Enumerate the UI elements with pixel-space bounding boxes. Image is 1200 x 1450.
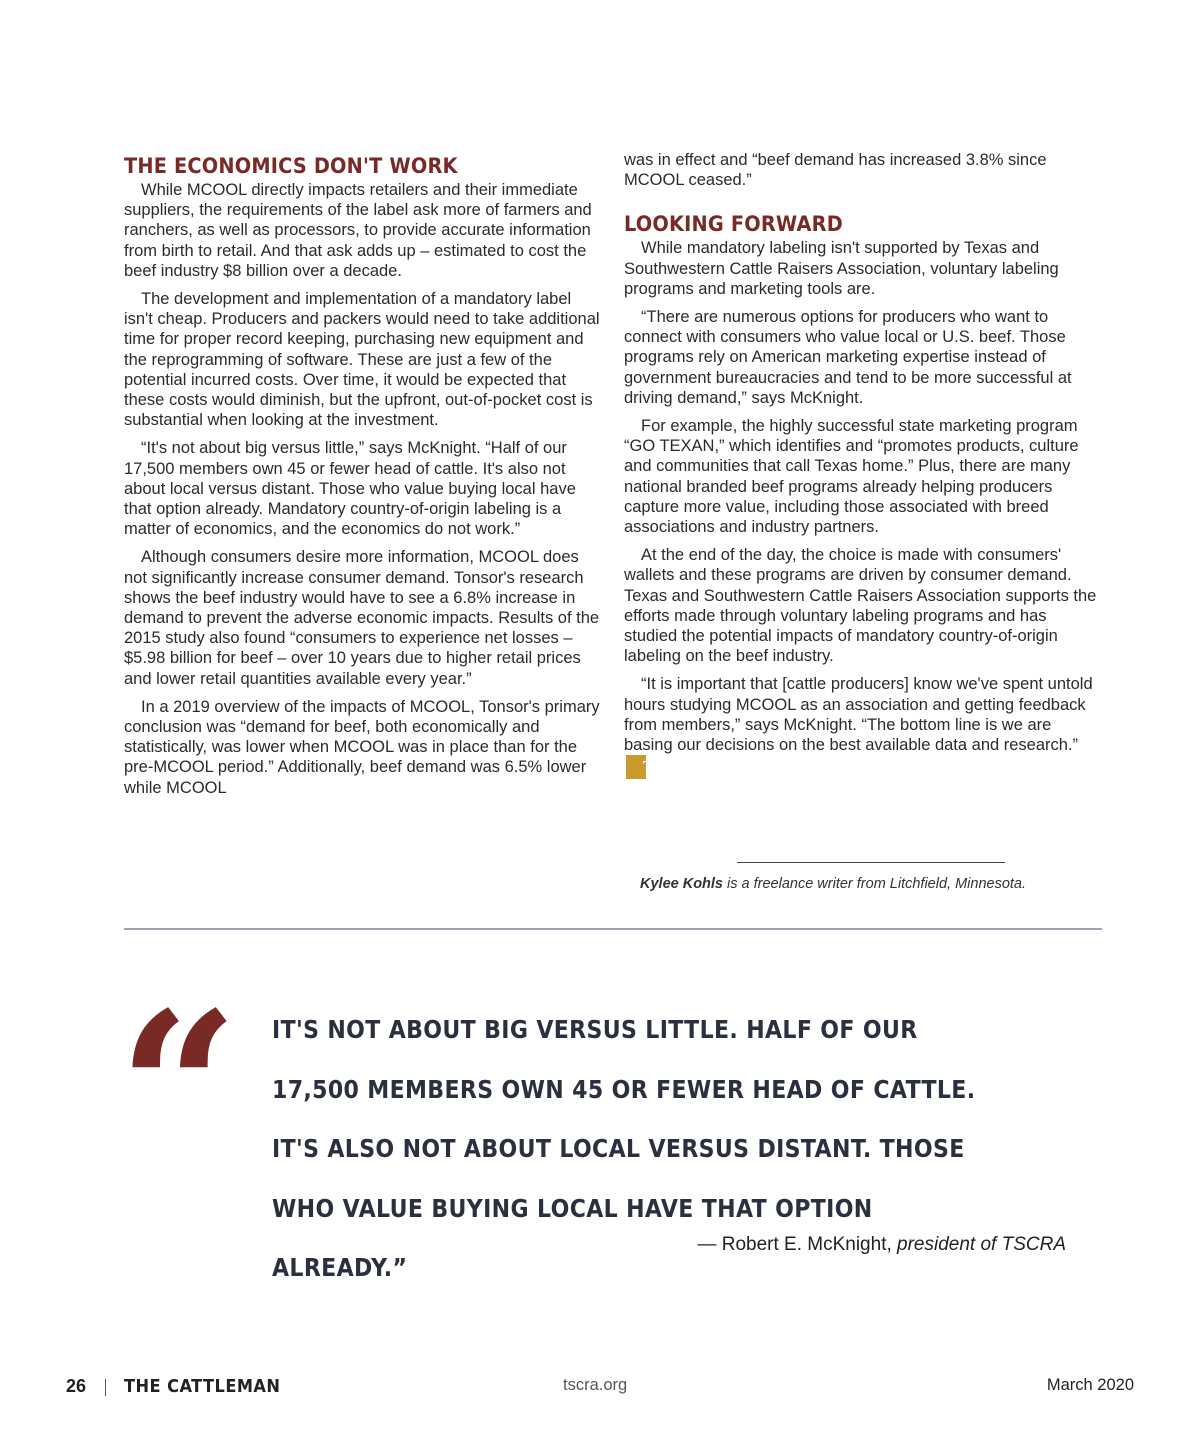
paragraph: Although consumers desire more information, MCOOL does not significantly increase consumer demand. Tonsor's research shows the beef industry would have to see a 6.8% increase in demand to prevent the adverse economic impacts. Results of the 2015 study also found “consumers to experience net losses – $5.98 billion for beef – over 10 years due to higher retail prices and lower retail quantities available every year.”: [124, 548, 600, 688]
paragraph: For example, the highly successful state marketing program “GO TEXAN,” which identifies and “promotes products, culture and communities that call Texas home.” Plus, there are many national branded beef programs already helping producers capture more value, including those associated with breed associations and industry partners.: [624, 417, 1079, 537]
quote-attribution: [697, 1234, 1066, 1256]
footer-separator: [105, 1379, 106, 1396]
tc-brand-icon: T: [626, 755, 646, 779]
paragraph: While mandatory labeling isn't supported by Texas and Southwestern Cattle Raisers Association, voluntary labeling programs and marketing tools are.: [624, 239, 1059, 298]
section-divider: [124, 928, 1102, 930]
final-paragraph-text: “It is important that [cattle producers] know we've spent untold hours studying MCOOL as an association and getting feedback from members,” says McKnight. “The bottom line is we are basing our decisions on the best available data and research.”: [624, 675, 1093, 755]
paragraph: “It's not about big versus little,” says McKnight. “Half of our 17,500 members own 45 or fewer head of cattle. It's also not about local versus distant. Those who value buying local have that option already. Mandatory country-of-origin labeling is a matter of economics, and the economics do not work.”: [124, 439, 576, 539]
paragraph: “There are numerous options for producers who want to connect with consumers who value local or U.S. beef. Those programs rely on American marketing expertise instead of government bureaucracies and tend to be more successful at driving demand,” says McKnight.: [624, 308, 1072, 407]
author-description: is a freelance writer from Litchfield, Minnesota.: [723, 876, 1027, 892]
website-link[interactable]: tscra.org: [563, 1376, 628, 1394]
paragraph: In a 2019 overview of the impacts of MCOOL, Tonsor's primary conclusion was “demand for beef, both economically and statistically, was lower when MCOOL was in place than for the pre-MCOOL period.” Additionally, beef demand was 6.5% lower while MCOOL: [124, 697, 600, 797]
quote-mark-icon: “: [118, 966, 239, 1213]
section-heading-looking-forward: LOOKING FORWARD: [624, 212, 843, 237]
section-heading-economics: THE ECONOMICS DON'T WORK: [124, 154, 458, 178]
paragraph: The development and implementation of a mandatory label isn't cheap. Producers and packers would need to take additional time for proper record keeping, purchasing new equipment and the reprogramming of software. These are just a few of the potential incurred costs. Over time, it would be expected that these costs would diminish, but the upfront, out-of-pocket cost is substantial when looking at the investment.: [124, 290, 600, 430]
attribution-role: president of TSCRA: [897, 1234, 1066, 1255]
paragraph: While MCOOL directly impacts retailers and their immediate suppliers, the requirements of the label ask more of farmers and ranchers, as well as processors, to provide accurate information from birth to retail. And that ask adds up – estimated to cost the beef industry $8 billion over a decade.: [124, 181, 592, 280]
left-column: [124, 150, 602, 806]
continued-paragraph: was in effect and “beef demand has increased 3.8% since MCOOL ceased.”: [624, 151, 1047, 190]
attribution-name: — Robert E. McKnight,: [697, 1234, 892, 1255]
right-column: [624, 150, 1102, 787]
final-paragraph: [624, 674, 1102, 779]
author-byline: [640, 876, 1026, 892]
byline-rule: [737, 862, 1005, 863]
magazine-title: THE CATTLEMAN: [124, 1376, 281, 1397]
pull-quote: IT'S NOT ABOUT BIG VERSUS LITTLE. HALF OF OUR 17,500 MEMBERS OWN 45 OR FEWER HEAD OF CATTLE. IT'S ALSO NOT ABOUT LOCAL VERSUS DISTANT. THOSE WHO VALUE BUYING LOCAL HAVE THAT OPTION ALREADY.”: [272, 1015, 976, 1282]
paragraph: At the end of the day, the choice is made with consumers' wallets and these programs are driven by consumer demand. Texas and Southwestern Cattle Raisers Association supports the efforts made through voluntary labeling programs and has studied the potential impacts of mandatory country-of-origin labeling on the beef industry.: [624, 546, 1097, 666]
page-number: 26: [66, 1376, 87, 1396]
page-footer: [0, 1376, 1200, 1402]
author-name: Kylee Kohls: [640, 876, 723, 892]
issue-date: March 2020: [1046, 1376, 1134, 1394]
